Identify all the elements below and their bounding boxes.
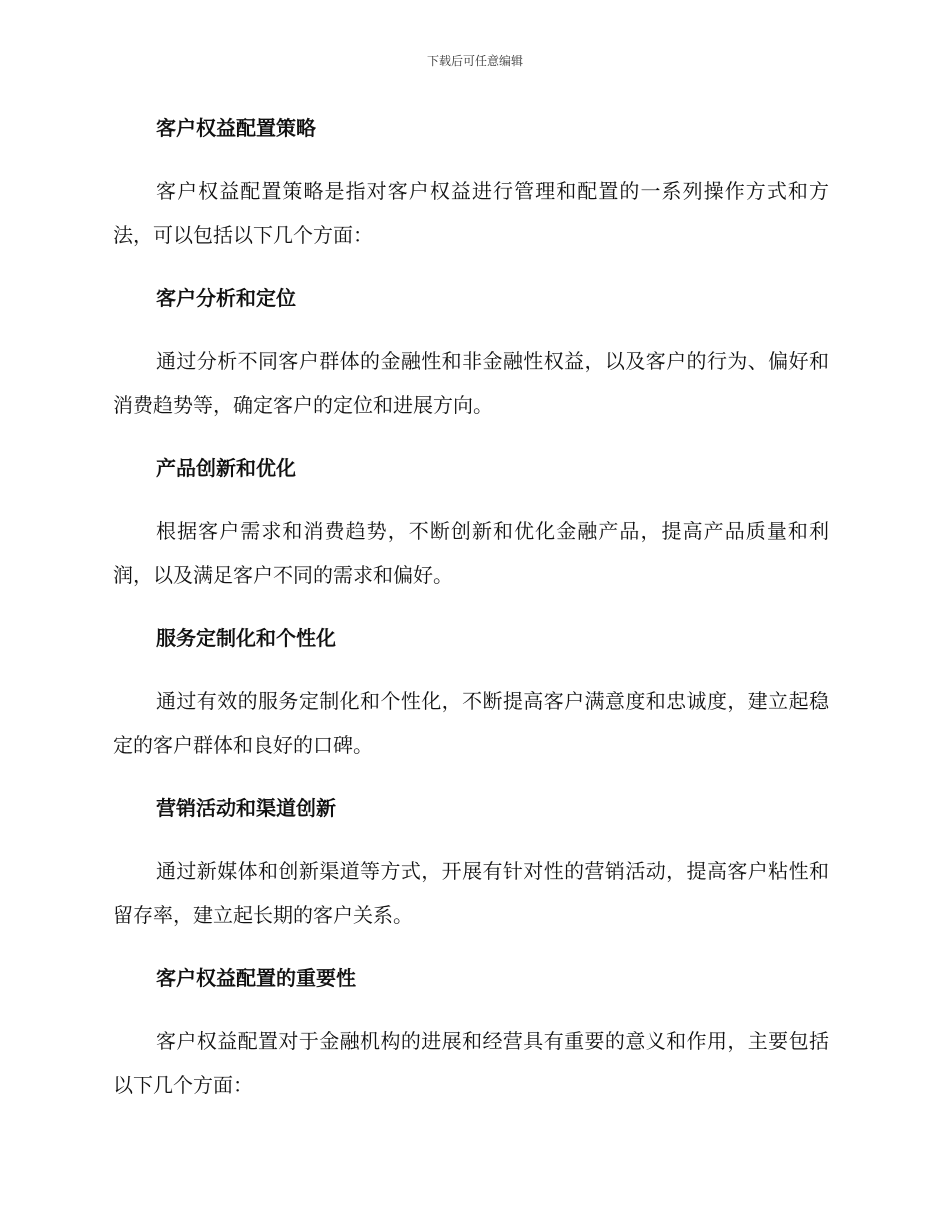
section-paragraph-product: 根据客户需求和消费趋势，不断创新和优化金融产品，提高产品质量和利润，以及满足客户不同的需求和偏好。 (113, 519, 829, 587)
section-heading-marketing: 营销活动和渠道创新 (156, 796, 336, 820)
section-heading-strategy: 客户权益配置策略 (156, 116, 316, 140)
section-heading-product: 产品创新和优化 (156, 456, 296, 480)
section-paragraph-service: 通过有效的服务定制化和个性化，不断提高客户满意度和忠诚度，建立起稳定的客户群体和良好的口碑。 (113, 689, 829, 757)
section-heading-analysis: 客户分析和定位 (156, 286, 296, 310)
page-header: 下载后可任意编辑 (426, 54, 523, 68)
document-body (113, 112, 829, 1107)
section-paragraph-strategy: 客户权益配置策略是指对客户权益进行管理和配置的一系列操作方式和方法，可以包括以下几个方面： (113, 179, 829, 247)
section-paragraph-importance: 客户权益配置对于金融机构的进展和经营具有重要的意义和作用，主要包括以下几个方面： (113, 1029, 829, 1097)
section-heading-service: 服务定制化和个性化 (156, 626, 336, 650)
section-paragraph-analysis: 通过分析不同客户群体的金融性和非金融性权益，以及客户的行为、偏好和消费趋势等，确定客户的定位和进展方向。 (113, 349, 829, 417)
section-heading-importance: 客户权益配置的重要性 (156, 966, 356, 990)
section-paragraph-marketing: 通过新媒体和创新渠道等方式，开展有针对性的营销活动，提高客户粘性和留存率，建立起长期的客户关系。 (113, 859, 829, 927)
